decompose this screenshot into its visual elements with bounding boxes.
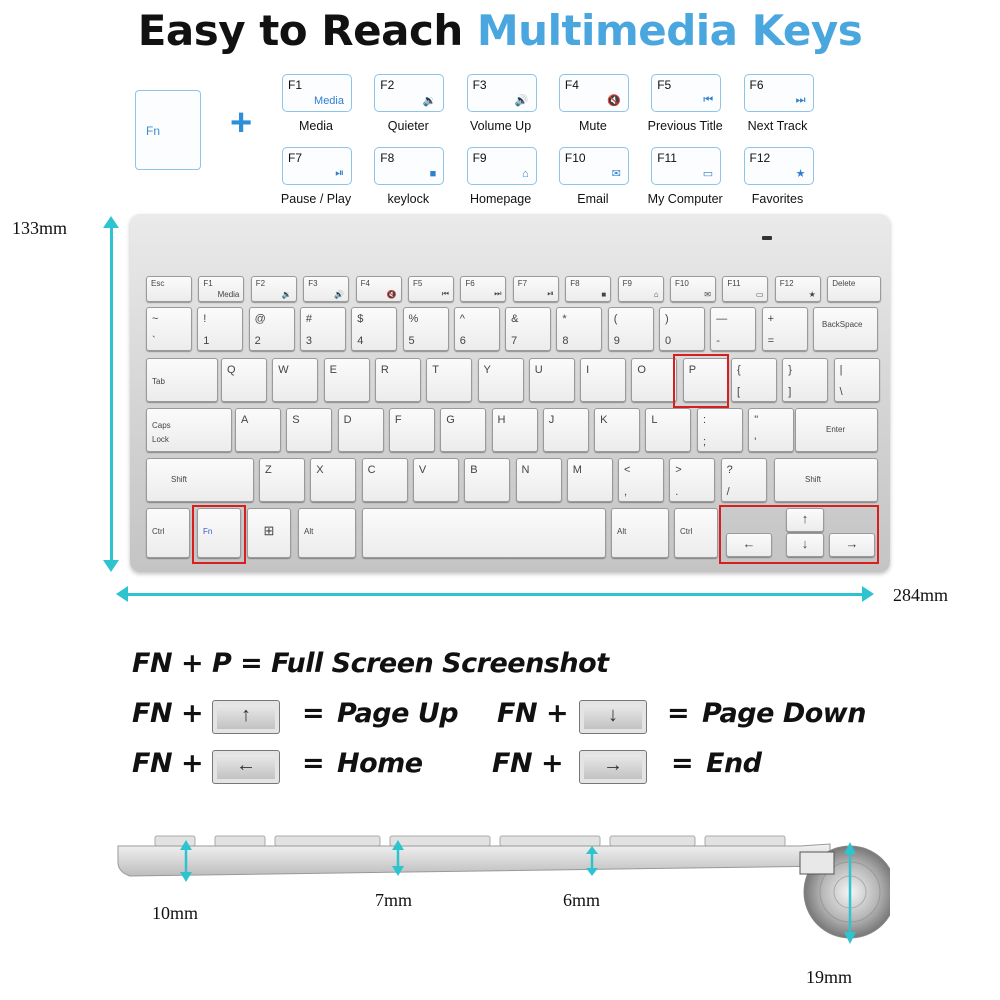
key-right-ctrl (674, 508, 718, 558)
key-label: Alt (617, 527, 627, 536)
key-label: Fn (203, 527, 213, 536)
key-shift-label: ) (665, 313, 669, 325)
key-k (594, 408, 640, 452)
key-label: X (316, 464, 324, 476)
media-key-label: Pause / Play (280, 192, 352, 206)
height-dimension-label: 133mm (12, 218, 68, 238)
key-sub-label: Media (217, 290, 240, 299)
end-label: End (706, 748, 762, 779)
key-label: Shift (171, 475, 188, 484)
title-part1: Easy to Reach (137, 6, 463, 55)
down-arrow-key-icon: ↓ (579, 700, 647, 734)
key-esc (146, 276, 192, 302)
key-o (631, 358, 677, 402)
key-label: Q (227, 364, 236, 376)
arrow-right-icon (862, 586, 874, 602)
width-dimension-line (124, 593, 862, 596)
key-base-label: 7 (511, 335, 518, 347)
depth-19mm-label: 19mm (806, 967, 853, 987)
key-base-label: \ (839, 386, 843, 398)
key-shift-label: ? (726, 464, 733, 476)
key-bracket-0 (731, 358, 777, 402)
media-key-f12 (744, 147, 814, 185)
key-label: Enter (826, 425, 846, 434)
key-left-alt (298, 508, 356, 558)
key-left-shift (146, 458, 254, 502)
media-key-label: Homepage (470, 192, 532, 206)
key-right-alt (611, 508, 669, 558)
key-base-label: 5 (408, 335, 415, 347)
equals-sign: = (667, 698, 690, 729)
key-windows (247, 508, 291, 558)
height-dimension-line (110, 222, 113, 566)
arrow-right-icon: → (845, 536, 859, 551)
page-title (0, 6, 1000, 55)
key-top-label: F5 (413, 279, 423, 288)
media-key-f1 (282, 74, 352, 112)
key-base-label: , (624, 486, 628, 498)
key-shift-label: | (839, 364, 843, 376)
key-f5 (408, 276, 454, 302)
fn-label-home: FN + (132, 748, 204, 779)
key-number-4 (351, 307, 397, 351)
key-f3 (303, 276, 349, 302)
media-key-name: F9 (472, 151, 487, 165)
media-key-name: F6 (749, 78, 764, 92)
key-number-2 (249, 307, 295, 351)
key-top-label: Delete (832, 279, 856, 288)
key-g (440, 408, 486, 452)
key-label: N (521, 464, 530, 476)
media-key-glyph-icon: ▭ (702, 168, 714, 180)
key-base-label: 2 (254, 335, 261, 347)
arrow-left-icon (116, 586, 128, 602)
key-label: I (586, 364, 590, 376)
key-label: O (637, 364, 646, 376)
media-key-f11 (651, 147, 721, 185)
key-label: B (470, 464, 478, 476)
key-y (478, 358, 524, 402)
key-shift-label: ~ (152, 313, 159, 325)
media-key-name: F12 (749, 151, 771, 165)
key-label: C (367, 464, 376, 476)
key-x (310, 458, 356, 502)
key-caps-lock (146, 408, 232, 452)
arrow-left-icon: ← (742, 536, 756, 551)
key-top-label: F8 (570, 279, 580, 288)
key-label: J (548, 414, 555, 426)
status-led (762, 236, 772, 240)
key-shift-label: ^ (459, 313, 465, 325)
key-label: Y (483, 364, 491, 376)
key-sub-label: ⏯ (547, 289, 554, 298)
key-sub-label: 🔊 (334, 290, 345, 299)
key-shift-label: ( (613, 313, 618, 325)
key-bracket-2 (834, 358, 880, 402)
key-shift-label: { (737, 364, 741, 376)
key-r (375, 358, 421, 402)
key-label: M (572, 464, 582, 476)
media-key-name: F11 (657, 151, 677, 165)
key-f2 (251, 276, 297, 302)
key-shift-label: & (511, 313, 519, 325)
media-key-label: My Computer (647, 192, 723, 206)
key-base-label: . (675, 486, 679, 498)
key-label: G (446, 414, 455, 426)
key-f6 (460, 276, 506, 302)
media-key-glyph-icon: ✉ (611, 168, 621, 180)
key-f12 (775, 276, 821, 302)
key-top-label: F7 (517, 279, 528, 288)
key-z (259, 458, 305, 502)
right-arrow-key-icon: → (579, 750, 647, 784)
key-number-9 (608, 307, 654, 351)
key-space (362, 508, 606, 558)
key-base-label: 8 (562, 335, 569, 347)
key-label: V (418, 464, 427, 476)
key-sub-label: ■ (601, 290, 607, 299)
key-label: P (688, 364, 697, 376)
key-label: U (534, 364, 543, 376)
fn-key-label: Fn (146, 124, 161, 138)
keyboard-side-profile (110, 822, 890, 972)
key-shift-label: : (703, 414, 707, 426)
key-sub-label: ▭ (755, 290, 764, 299)
key-label: H (497, 414, 506, 426)
arrow-down-icon (103, 560, 119, 572)
key-base-label: 3 (305, 335, 313, 347)
media-key-label: Media (298, 119, 334, 133)
key-top-label: F2 (255, 279, 266, 288)
key-b (464, 458, 510, 502)
key-sub-label: ★ (808, 290, 816, 299)
equals-sign: = (671, 748, 694, 779)
key-shift-label: $ (357, 313, 364, 325)
key-label: F (394, 414, 402, 426)
key-e (324, 358, 370, 402)
key-top-label: F9 (622, 279, 632, 288)
media-key-label: Favorites (751, 192, 804, 206)
media-key-glyph-icon: 🔇 (607, 95, 621, 107)
windows-icon: ⊞ (263, 523, 275, 538)
media-key-name: F10 (564, 151, 586, 165)
key-sub-label: ⏭ (494, 289, 502, 298)
key-label: Shift (805, 475, 822, 484)
key-base-label: 0 (665, 335, 672, 347)
depth-10mm-label: 10mm (152, 903, 199, 923)
key-punct-1 (748, 408, 794, 452)
key-w (272, 358, 318, 402)
key-base-label: ; (703, 436, 707, 448)
key-bracket-1 (782, 358, 828, 402)
key-comma-0 (618, 458, 664, 502)
up-arrow-key-icon: ↑ (212, 700, 280, 734)
media-key-label: Email (577, 192, 609, 206)
key-sub-label: ✉ (704, 290, 711, 299)
media-key-glyph-icon: ⏯ (335, 167, 344, 179)
key-s (286, 408, 332, 452)
key-label: S (292, 414, 300, 426)
key-label: E (329, 364, 337, 376)
key-label: D (343, 414, 352, 426)
fn-label-end: FN + (492, 748, 564, 779)
media-key-name: F4 (564, 78, 579, 92)
media-key-label: Quieter (387, 119, 429, 133)
key-label: Z (265, 464, 272, 476)
key-label: A (241, 414, 249, 426)
key-number-10 (659, 307, 705, 351)
key-label: R (380, 364, 389, 376)
key-shift-label: — (716, 313, 728, 325)
key-v (413, 458, 459, 502)
arrow-keys-highlight (719, 505, 879, 564)
key-sub-label: 🔇 (386, 290, 397, 299)
key-t (426, 358, 472, 402)
media-key-f9 (467, 147, 537, 185)
media-key-glyph-icon: ⏭ (795, 94, 806, 106)
key-shift-label: } (788, 364, 792, 376)
media-key-name: F7 (288, 151, 303, 165)
equals-sign: = (302, 698, 325, 729)
depth-6mm-label: 6mm (563, 890, 601, 910)
media-key-label: Previous Title (647, 119, 723, 133)
key-f (389, 408, 435, 452)
arrow-up-icon (103, 216, 119, 228)
key-q (221, 358, 267, 402)
key-shift-label: # (305, 313, 313, 325)
media-key-f10 (559, 147, 629, 185)
key-base-label: 4 (357, 335, 364, 347)
key-i (580, 358, 626, 402)
page-up-label: Page Up (337, 698, 459, 729)
key-shift-label: < (624, 464, 631, 476)
key-label: W (278, 364, 289, 376)
key-shift-label: " (754, 414, 759, 426)
key-number-6 (454, 307, 500, 351)
key-top-label: F11 (727, 279, 741, 288)
media-key-glyph-icon: 🔊 (514, 95, 529, 107)
media-key-f4 (559, 74, 629, 112)
key-c (362, 458, 408, 502)
key-label: BackSpace (822, 320, 863, 329)
media-key-glyph-icon: ⌂ (521, 168, 529, 180)
key-top-label: F4 (360, 279, 370, 288)
key-f9 (618, 276, 664, 302)
media-key-f5 (651, 74, 721, 112)
title-part2: Multimedia Keys (476, 6, 863, 55)
key-shift-label: @ (254, 313, 266, 325)
key-label: L (651, 414, 658, 426)
key-number-5 (403, 307, 449, 351)
media-key-glyph-icon: ■ (429, 168, 437, 180)
key-shift-label: ! (203, 313, 207, 325)
key-label: Alt (304, 527, 314, 536)
media-key-glyph-icon: Media (314, 95, 344, 107)
key-a (235, 408, 281, 452)
key-base-label: ' (754, 436, 757, 448)
key-f1 (198, 276, 244, 302)
fn-label-page-up: FN + (132, 698, 204, 729)
equals-sign: = (302, 748, 325, 779)
key-base-label: ] (788, 386, 792, 398)
key-f11 (722, 276, 768, 302)
key-sub-label: ⏮ (441, 289, 449, 298)
key-enter (795, 408, 878, 452)
key-base-label: 9 (613, 335, 620, 347)
width-dimension-label: 284mm (893, 585, 949, 605)
key-punct-0 (697, 408, 743, 452)
key-top-label: F12 (779, 279, 794, 288)
key-label: Ctrl (152, 527, 165, 536)
fn-key-highlight (192, 505, 246, 564)
key-top-label: Esc (151, 279, 165, 288)
key-base-label: / (726, 486, 730, 498)
key-label: K (600, 414, 608, 426)
media-key-name: F2 (380, 78, 395, 92)
key-label: T (432, 364, 439, 376)
key-u (529, 358, 575, 402)
media-key-label: Mute (578, 119, 607, 133)
key-l (645, 408, 691, 452)
key-shift-label: % (408, 313, 419, 325)
key-number-3 (300, 307, 346, 351)
media-key-label: keylock (387, 192, 430, 206)
key-n (516, 458, 562, 502)
media-key-f2 (374, 74, 444, 112)
key-f4 (356, 276, 402, 302)
home-label: Home (337, 748, 423, 779)
media-key-label: Next Track (747, 119, 808, 133)
media-key-glyph-icon: ★ (795, 168, 806, 180)
depth-7mm-label: 7mm (375, 890, 413, 910)
key-j (543, 408, 589, 452)
key-shift-label: > (675, 464, 682, 476)
key-base-label: - (716, 335, 720, 347)
key-delete (827, 276, 881, 302)
key-d (338, 408, 384, 452)
media-key-f3 (467, 74, 537, 112)
key-label: Ctrl (680, 527, 693, 536)
key-number-8 (556, 307, 602, 351)
media-key-name: F1 (288, 78, 303, 92)
p-key-highlight (673, 354, 729, 408)
media-key-f6 (744, 74, 814, 112)
key-label: Caps Lock (152, 421, 171, 444)
key-f10 (670, 276, 716, 302)
media-key-name: F5 (657, 78, 672, 92)
key-number-7 (505, 307, 551, 351)
key-base-label: 1 (203, 335, 210, 347)
key-sub-label: ⌂ (653, 290, 659, 299)
key-label: Tab (152, 377, 165, 386)
media-key-f8 (374, 147, 444, 185)
plus-sign: + (230, 102, 253, 144)
key-h (492, 408, 538, 452)
key-top-label: F3 (308, 279, 318, 288)
arrow-down-icon: ↓ (801, 536, 809, 551)
media-key-label: Volume Up (470, 119, 532, 133)
key-top-label: F1 (203, 279, 213, 288)
fn-label-page-down: FN + (497, 698, 569, 729)
key-number-11 (710, 307, 756, 351)
key-number-12 (762, 307, 808, 351)
media-key-glyph-icon: ⏮ (703, 94, 714, 106)
screenshot-shortcut: FN + P = Full Screen Screenshot (132, 648, 609, 679)
key-right-shift (774, 458, 878, 502)
page-down-label: Page Down (702, 698, 866, 729)
key-shift-label: + (767, 313, 775, 325)
key-backspace (813, 307, 878, 351)
media-key-name: F8 (380, 151, 395, 165)
key-tab (146, 358, 218, 402)
key-comma-2 (721, 458, 767, 502)
arrow-up-icon: ↑ (801, 511, 809, 526)
key-number-0 (146, 307, 192, 351)
key-f7 (513, 276, 559, 302)
key-f8 (565, 276, 611, 302)
media-key-name: F3 (472, 78, 487, 92)
key-base-label: = (767, 335, 775, 347)
key-top-label: F6 (465, 279, 475, 288)
key-base-label: 6 (459, 335, 466, 347)
key-left-ctrl (146, 508, 190, 558)
key-sub-label: 🔉 (281, 290, 292, 299)
key-m (567, 458, 613, 502)
key-comma-1 (669, 458, 715, 502)
key-base-label: [ (737, 386, 741, 398)
key-shift-label: * (562, 313, 567, 325)
media-key-f7 (282, 147, 352, 185)
left-arrow-key-icon: ← (212, 750, 280, 784)
media-key-glyph-icon: 🔉 (422, 95, 437, 107)
key-top-label: F10 (675, 279, 689, 288)
fn-key-illustration (135, 90, 201, 170)
key-number-1 (197, 307, 243, 351)
key-base-label: ` (152, 335, 156, 347)
